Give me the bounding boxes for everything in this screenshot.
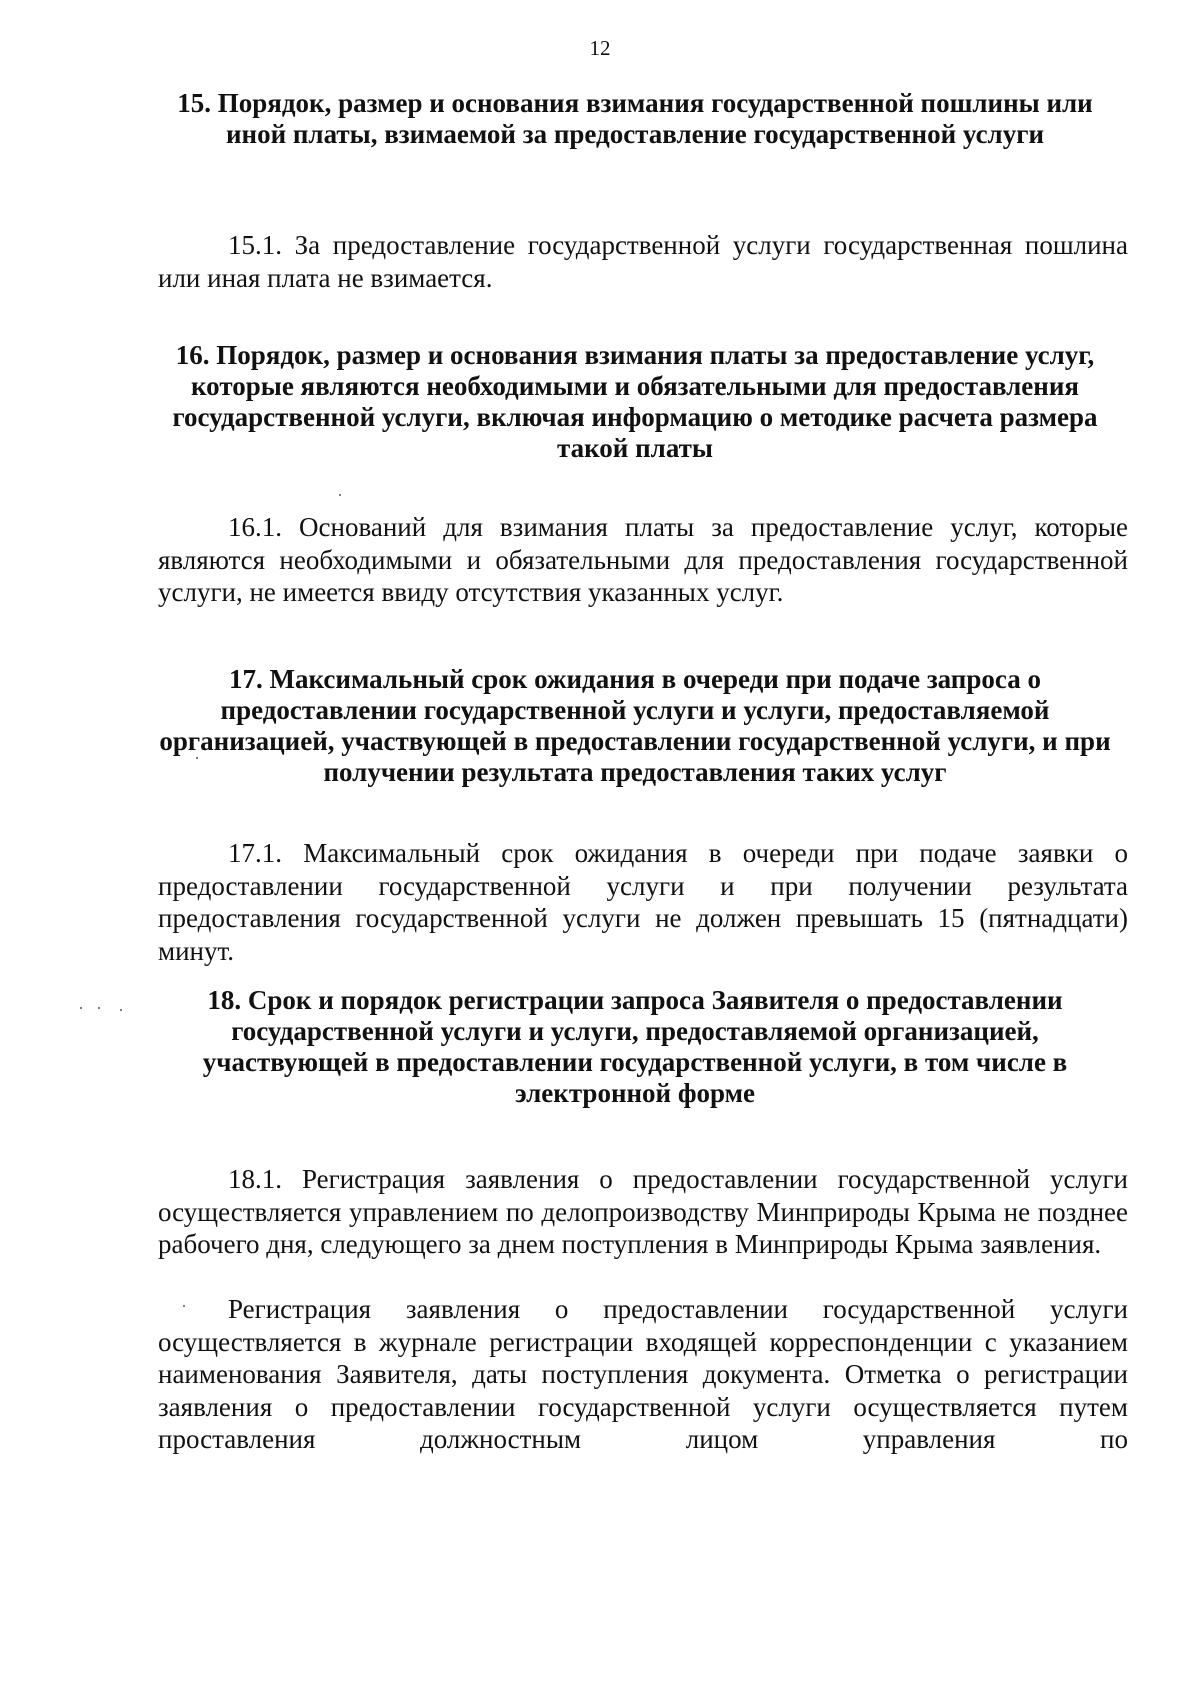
scan-speck bbox=[196, 757, 198, 759]
paragraph-17-1: 17.1. Максимальный срок ожидания в очереди при подаче заявки о предоставлении государственной услуги и при получении результата предоставления государственной услуги не должен превышать 15 (пятнадцати) минут. bbox=[158, 838, 1128, 966]
scan-speck bbox=[80, 1007, 82, 1009]
paragraph-16-1: 16.1. Оснований для взимания платы за предоставление услуг, которые являются необходимыми и обязательными для предоставления государственной услуги, не имеется ввиду отсутствия указанных услуг. bbox=[158, 512, 1128, 607]
scan-speck bbox=[120, 1009, 122, 1011]
scan-speck bbox=[183, 1305, 185, 1307]
section-17-heading: 17. Максимальный срок ожидания в очереди при подаче запроса о предоставлении государственной услуги и услуги, предоставляемой организацией, участвующей в предоставлении государственной услуги, и при получении результата предоставления таких услуг bbox=[159, 664, 1111, 787]
scan-speck bbox=[98, 1007, 100, 1009]
paragraph-18-2: Регистрация заявления о предоставлении государственной услуги осуществляется в журнале регистрации входящей корреспонденции с указанием наименования Заявителя, даты поступления документа. Отметка о регистрации заявления о предоставлении государственной услуги осуществляется путем проставления должностным лицом управления по bbox=[158, 1294, 1128, 1454]
paragraph-15-1: 15.1. За предоставление государственной услуги государственная пошлина или иная плата не взимается. bbox=[158, 230, 1128, 293]
paragraph-18-1: 18.1. Регистрация заявления о предоставлении государственной услуги осуществляется управлением по делопроизводству Минприроды Крыма не позднее рабочего дня, следующего за днем поступления в Минприроды Крыма заявления. bbox=[158, 1164, 1128, 1259]
section-18-heading: 18. Срок и порядок регистрации запроса Заявителя о предоставлении государственной услуги и услуги, предоставляемой организацией, участвующей в предоставлении государственной услуги, в том числе в электронной форме bbox=[202, 985, 1068, 1108]
scan-speck bbox=[339, 494, 341, 496]
section-16-heading: 16. Порядок, размер и основания взимания платы за предоставление услуг, которые являются необходимыми и обязательными для предоставления государственной услуги, включая информацию о методике расчета размера такой платы bbox=[172, 340, 1098, 463]
section-15-heading: 15. Порядок, размер и основания взимания государственной пошлины или иной платы, взимаемой за предоставление государственной услуги bbox=[177, 88, 1093, 149]
page-number: 12 bbox=[589, 36, 611, 60]
